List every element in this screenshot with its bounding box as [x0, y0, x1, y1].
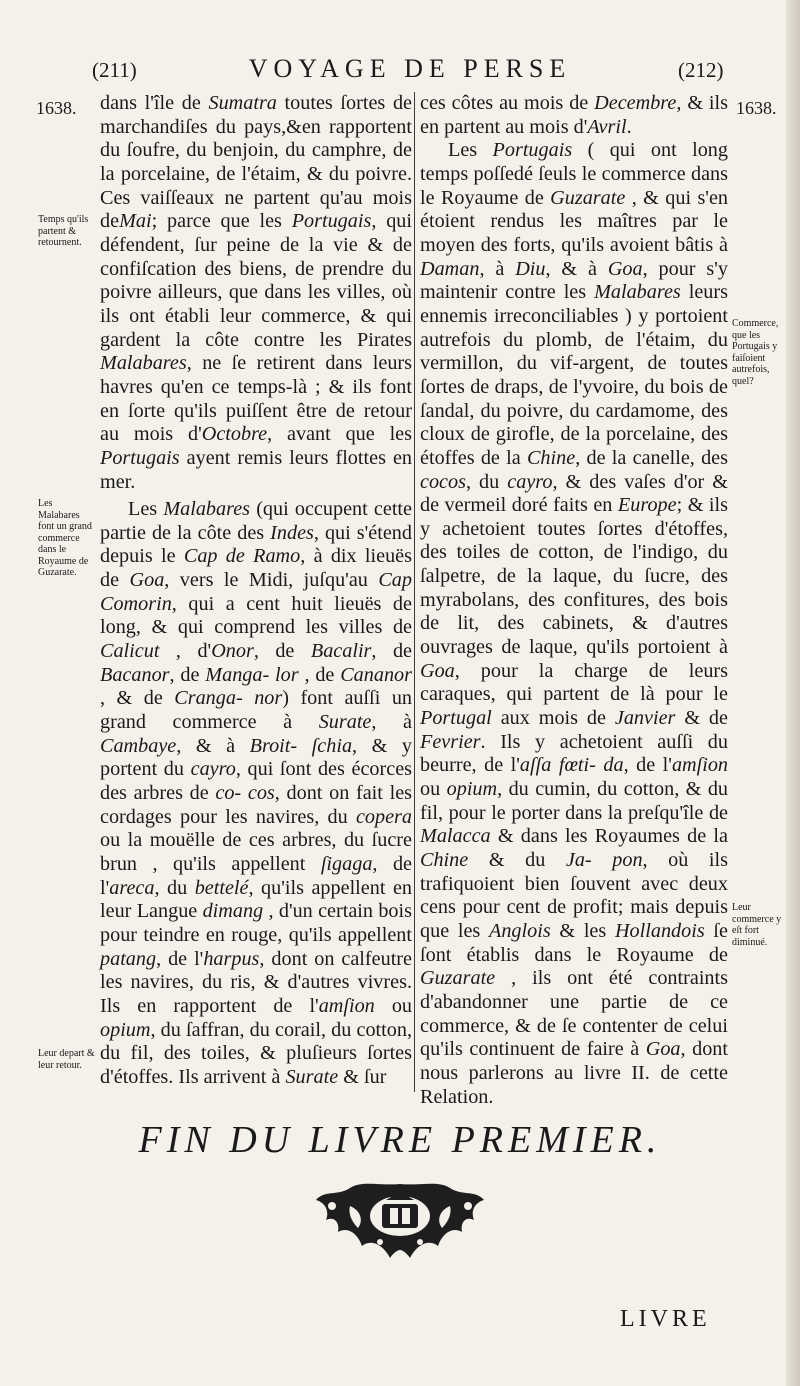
right-column [420, 92, 728, 1109]
right-paragraph-2: Les Portugais ( qui ont long temps poſſedé ſeuls le commerce dans le Royaume de Guzarate , & qui s'en étoient rendus les maîtres par le moyen des forts, qu'ils avoient bâtis à Daman, à Diu, & à Goa, pour s'y maintenir contre les Malabares leurs ennemis irreconciliables ) y portoient autrefois du plomb, de l'étaim, du vermillon, du vif-argent, de toutes ſortes de draps, de l'yvoire, du bois de ſandal, du poivre, du cardamome, des cloux de girofle, de la porcelaine, des étoffes de la Chine, de la canelle, des cocos, du cayro, & des vaſes d'or & de vermeil doré faits en Europe; & ils y achetoient toutes ſortes d'étoffes, des toiles de cotton, de l'indigo, du ſalpetre, de la laque, du ſucre, des myrabolans, des confitures, des bois de lit, des cabinets, & d'autres ouvrages de laque, qu'ils portoient à Goa, pour la charge de leurs caraques, qui partent de là pour le Portugal aux mois de Janvier & de Fevrier. Ils y achetoient auſſi du beurre, de l'aſſa fœti- da, de l'amſion ou opium, du cumin, du cotton, & du fil, pour le porter dans la preſqu'île de Malacca & dans les Royaumes de la Chine & du Ja- pon, où ils trafiquoient bien ſouvent avec deux cens pour cent de profit; mais depuis que les Anglois & les Hollandois ſe ſont établis dans le Royaume de Guzarate , ils ont été contraints d'abandonner une partie de ce commerce, & de ſe contenter de celui qu'ils continuent de faire à Goa, dont nous parlerons au livre II. de cette Relation. [420, 139, 729, 1108]
margin-note-left-2: Les Malabares font un grand commerce dans le Royaume de Guzarate. [38, 498, 92, 578]
page-edge [786, 0, 800, 1386]
year-margin-right: 1638. [736, 98, 777, 118]
left-column [100, 92, 412, 1090]
margin-note-right-1: Commerce, que les Portugais y faiſoient autrefois, quel? [732, 318, 779, 387]
margin-note-left-3: Leur depart & leur retour. [38, 1048, 95, 1071]
end-of-book-title: FIN DU LIVRE PREMIER. [138, 1119, 662, 1161]
year-margin-left: 1638. [36, 98, 77, 118]
running-title: VOYAGE DE PERSE [248, 54, 572, 83]
fleuron-ornament-icon [310, 1176, 490, 1266]
left-paragraph-1: dans l'île de Sumatra toutes ſortes de marchandiſes du pays,&en rapportent du ſoufre, du benjoin, du camphre, de la porcelaine, de l'étaim, & du poivre. Ces vaiſſeaux ne partent qu'au mois deMai; parce que les Portugais, qui défendent, ſur peine de la vie & de confiſcation des biens, de prendre du poivre ailleurs, que dans les villes, où ils ont établi leur commerce, & qui gardent la côte contre les Pirates Malabares, ne ſe retirent dans leurs havres qu'en ce temps-là ; & ils font en ſorte qu'ils puiſſent être de retour au mois d'Octobre, avant que les Portugais ayent remis leurs flottes en mer. [100, 92, 412, 493]
page-number-right: (212) [678, 58, 724, 82]
left-paragraph-2: Les Malabares (qui occupent cette partie de la côte des Indes, qui s'étend depuis le Cap de Ramo, à dix lieuës de Goa, vers le Midi, juſqu'au Cap Comorin, qui a cent huit lieuës de long, & qui comprend les villes de Calicut , d'Onor, de Bacalir, de Bacanor, de Manga- lor , de Cananor , & de Cranga- nor) font auſſi un grand commerce à Surate, à Cambaye, & à Broit- ſchia, & y portent du cayro, qui ſont des écorces des arbres de co- cos, dont on fait les cordages pour les navires, du copera ou la mouëlle de ces arbres, du ſucre brun , qu'ils appellent ſigaga, de l'areca, du bettelé, qu'ils appellent en leur Langue dimang , d'un certain bois pour teindre en rouge, qu'ils appellent patang, de l'harpus, dont on calfeutre les navires, du ris, & d'autres vivres. Ils en rapportent de l'amſion ou opium, du ſaffran, du corail, du cotton, du fil, des toiles, & pluſieurs ſortes d'étoffes. Ils arrivent à Surate & ſur [100, 498, 413, 1088]
margin-note-left-1: Temps qu'ils partent & retournent. [38, 214, 89, 248]
right-paragraph-1: ces côtes au mois de Decembre, & ils en partent au mois d'Avril. [420, 92, 728, 138]
margin-note-right-2: Leur commerce y eſt fort diminué. [732, 902, 782, 948]
catchword: LIVRE [620, 1306, 711, 1332]
page-header [0, 54, 800, 84]
column-divider [414, 92, 415, 1092]
page-number-left: (211) [92, 58, 137, 82]
